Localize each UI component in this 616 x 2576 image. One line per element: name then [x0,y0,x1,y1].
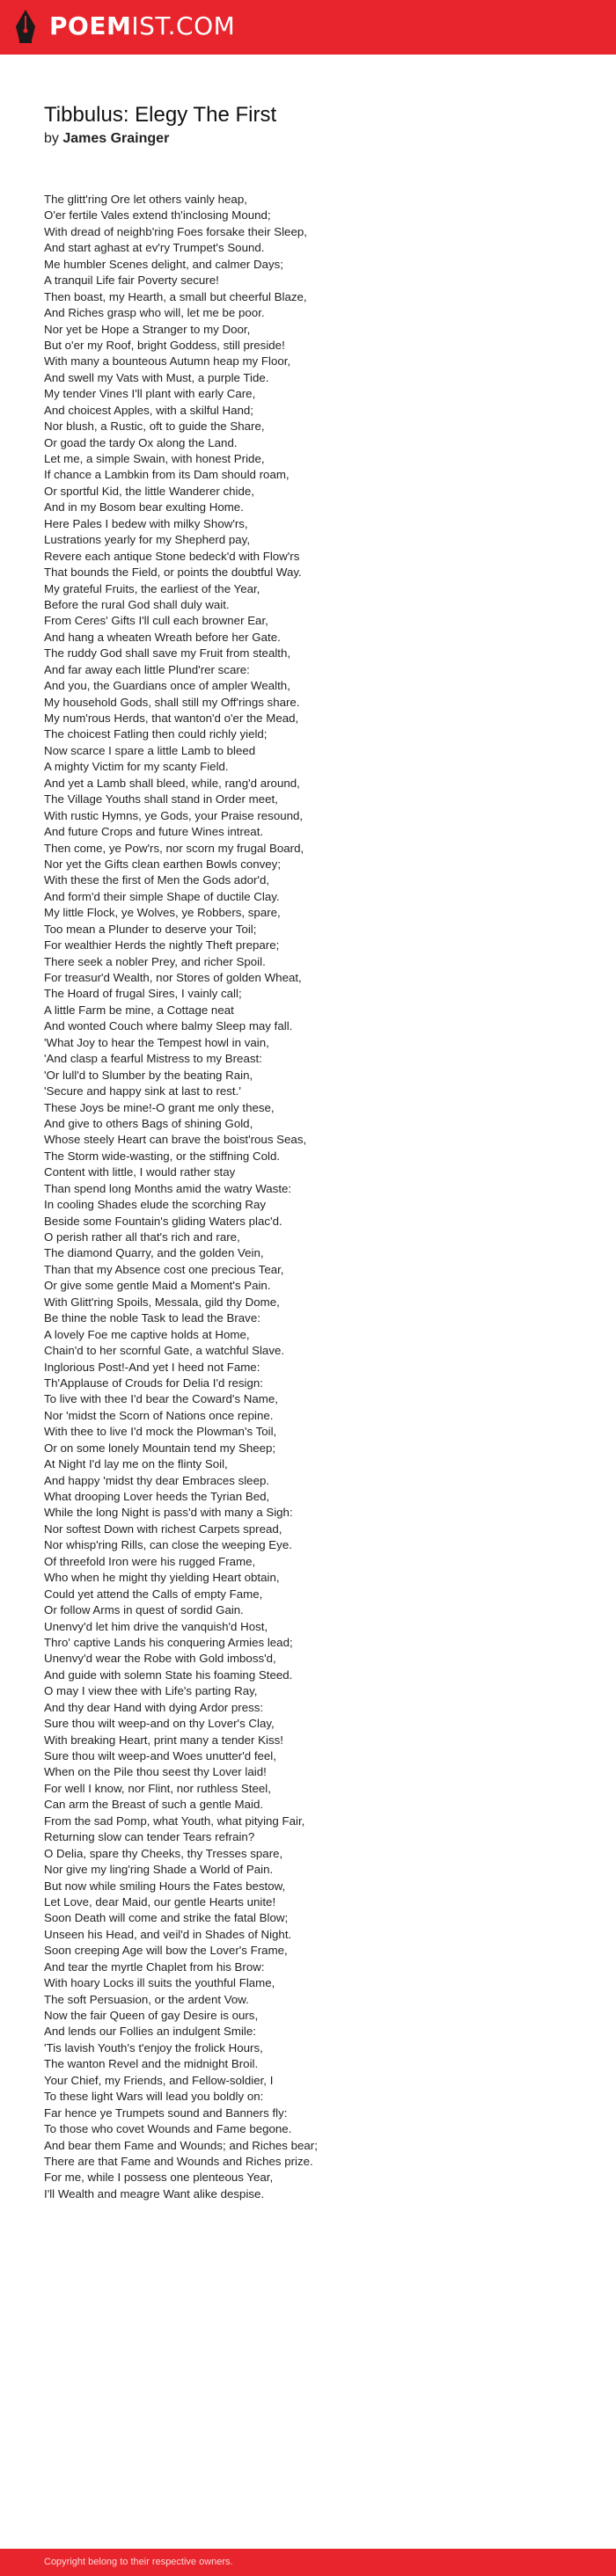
poem-line: To those who covet Wounds and Fame begone. [44,2122,292,2136]
poem-line: Could yet attend the Calls of empty Fame, [44,1587,263,1601]
poem-line: But now while smiling Hours the Fates bestow, [44,1879,286,1893]
poem-line: My little Flock, ye Wolves, ye Robbers, spare, [44,906,281,920]
poem-line: Chain'd to her scornful Gate, a watchful Slave. [44,1344,285,1358]
poem-line: Nor give my ling'ring Shade a World of Pain. [44,1863,274,1877]
poem-line: A tranquil Life fair Poverty secure! [44,274,219,288]
site-logo[interactable] [14,9,235,44]
poem-line: Or sportful Kid, the little Wanderer chide, [44,484,254,498]
poem-line: And start aghast at ev'ry Trumpet's Sound. [44,241,265,255]
poem-line: The Hoard of frugal Sires, I vainly call; [44,987,242,1001]
poem-line: And wonted Couch where balmy Sleep may fall. [44,1019,293,1033]
poem-line: Now the fair Queen of gay Desire is ours, [44,2009,259,2022]
poem-line: And form'd their simple Shape of ductile Clay. [44,889,280,903]
poem-line: And thy dear Hand with dying Ardor press: [44,1700,264,1714]
poem-line: Unenvy'd wear the Robe with Gold imboss'd, [44,1652,276,1666]
poem-line: Who when he might thy yielding Heart obtain, [44,1571,280,1585]
poem-line: My tender Vines I'll plant with early Care, [44,387,256,401]
poem-line: And give to others Bags of shining Gold, [44,1116,253,1130]
poem-line: Nor yet the Gifts clean earthen Bowls convey; [44,857,282,871]
byline [44,130,169,148]
poem-line: Inglorious Post!-And yet I heed not Fame: [44,1360,260,1374]
poem-line: With these the first of Men the Gods ador'd, [44,873,270,887]
logo-wordmark-bold: POEM [49,11,132,40]
poem-line: And hang a wheaten Wreath before her Gate. [44,630,281,644]
poem-line: There are that Fame and Wounds and Riches prize. [44,2154,313,2168]
poem-line: Or on some lonely Mountain tend my Sheep; [44,1441,276,1455]
poem-line: Content with little, I would rather stay [44,1165,236,1179]
poem-line: Or give some gentle Maid a Moment's Pain. [44,1279,271,1293]
poem-line: A mighty Victim for my scanty Field. [44,760,229,774]
poem-line: For well I know, nor Flint, nor ruthless Steel, [44,1781,271,1795]
poem-line: The soft Persuasion, or the ardent Vow. [44,1992,249,2006]
poem-line: Too mean a Plunder to deserve your Toil; [44,922,257,936]
logo-wordmark [49,9,235,44]
poem-line: O Delia, spare thy Cheeks, thy Tresses spare, [44,1846,283,1860]
poem-line: And you, the Guardians once of ampler Wealth, [44,679,290,693]
poem-line: I'll Wealth and meagre Want alike despise. [44,2186,265,2200]
poem-line: 'Or lull'd to Slumber by the beating Rain, [44,1068,253,1082]
poem-line: With Glitt'ring Spoils, Messala, gild thy Dome, [44,1295,280,1309]
poem-line: Then come, ye Pow'rs, nor scorn my frugal Board, [44,841,304,855]
poem-line: Or follow Arms in quest of sordid Gain. [44,1603,244,1617]
poem-line: And choicest Apples, with a skilful Hand; [44,403,253,417]
poem-line: To live with thee I'd bear the Coward's Name, [44,1392,278,1406]
poem-title: Tibbulus: Elegy The First [44,103,277,127]
poem-line: In cooling Shades elude the scorching Ray [44,1198,267,1212]
poem-line: And far away each little Plund'rer scare: [44,662,250,676]
poem-line: Unseen his Head, and veil'd in Shades of Night. [44,1927,292,1941]
poem-line: And swell my Vats with Must, a purple Tide. [44,370,269,384]
poem-line: Let Love, dear Maid, our gentle Hearts unite! [44,1894,276,1908]
poem-line: 'Secure and happy sink at last to rest.' [44,1084,241,1098]
poem-line: And future Crops and future Wines intreat. [44,825,264,839]
pen-nib-icon [14,9,37,44]
poem-line: And lends our Follies an indulgent Smile: [44,2025,256,2039]
author-name[interactable]: James Grainger [62,131,170,146]
poem-line: Soon Death will come and strike the fatal Blow; [44,1911,289,1925]
poem-line: When on the Pile thou seest thy Lover laid! [44,1765,267,1779]
poem-line: Or goad the tardy Ox along the Land. [44,435,238,449]
poem-line: To these light Wars will lead you boldly on: [44,2090,264,2104]
poem-line: Your Chief, my Friends, and Fellow-soldier, I [44,2073,274,2087]
poem-line: Nor 'midst the Scorn of Nations once repine. [44,1408,274,1422]
poem-line: Can arm the Breast of such a gentle Maid. [44,1798,264,1812]
poem-line: Beside some Fountain's gliding Waters plac'd. [44,1214,282,1228]
poem-line: With breaking Heart, print many a tender Kiss! [44,1733,283,1747]
poem-line: The wanton Revel and the midnight Broil. [44,2057,259,2071]
copyright-text: Copyright belong to their respective owners. [44,2557,233,2567]
poem-line: Sure thou wilt weep-and Woes unutter'd feel, [44,1749,276,1762]
poem-line: And Riches grasp who will, let me be poor. [44,306,265,320]
poem-body [44,192,590,2202]
poem-line: The Village Youths shall stand in Order meet, [44,792,278,806]
poem-line: Than that my Absence cost one precious Tear, [44,1262,284,1276]
poem-line: Th'Applause of Crouds for Delia I'd resign: [44,1376,263,1390]
poem-line: For me, while I possess one plenteous Year, [44,2171,274,2185]
poem-line: Thro' captive Lands his conquering Armies lead; [44,1635,293,1649]
poem-line: With many a bounteous Autumn heap my Floor, [44,354,291,369]
poem-line: But o'er my Roof, bright Goddess, still preside! [44,338,285,352]
poem-line: And happy 'midst thy dear Embraces sleep. [44,1473,270,1487]
poem-line: Whose steely Heart can brave the boist'rous Seas, [44,1133,307,1147]
poem-line: There seek a nobler Prey, and richer Spoil. [44,954,266,968]
poem-line: My household Gods, shall still my Off'rings share. [44,695,300,709]
poem-line: With hoary Locks ill suits the youthful Flame, [44,1976,275,1990]
poem-line: These Joys be mine!-O grant me only these, [44,1100,275,1114]
poem-line: Soon creeping Age will bow the Lover's Frame, [44,1944,288,1958]
site-footer [0,2549,616,2576]
site-header [0,0,616,55]
poem-line: Nor softest Down with richest Carpets spread, [44,1522,282,1536]
poem-line: With dread of neighb'ring Foes forsake their Sleep, [44,224,307,238]
poem-line: The diamond Quarry, and the golden Vein, [44,1246,264,1260]
poem-line: Me humbler Scenes delight, and calmer Days; [44,257,283,271]
poem-line: Nor whisp'ring Rills, can close the weeping Eye. [44,1538,292,1552]
poem-line: A lovely Foe me captive holds at Home, [44,1327,250,1341]
poem-line: At Night I'd lay me on the flinty Soil, [44,1457,228,1471]
poem-line: And in my Bosom bear exulting Home. [44,500,244,514]
poem-line: My num'rous Herds, that wanton'd o'er the Mead, [44,712,299,725]
poem-line: Be thine the noble Task to lead the Brave: [44,1311,260,1325]
poem-line: Let me, a simple Swain, with honest Pride, [44,452,265,465]
poem-line: If chance a Lambkin from its Dam should roam, [44,468,290,482]
poem-line: From the sad Pomp, what Youth, what pitying Fair, [44,1813,305,1828]
poem-line: Returning slow can tender Tears refrain? [44,1830,255,1844]
poem-line: The ruddy God shall save my Fruit from stealth, [44,646,291,660]
poem-line: With thee to live I'd mock the Plowman's Toil, [44,1425,277,1439]
poem-line: Of threefold Iron were his rugged Frame, [44,1554,256,1568]
poem-line: Nor yet be Hope a Stranger to my Door, [44,322,251,336]
poem-line: 'Tis lavish Youth's t'enjoy the frolick Hours, [44,2040,263,2054]
poem-line: Unenvy'd let him drive the vanquish'd Host, [44,1619,268,1633]
poem-line: Nor blush, a Rustic, oft to guide the Share, [44,420,265,434]
poem-line: Lustrations yearly for my Shepherd pay, [44,533,251,547]
poem-line: And yet a Lamb shall bleed, while, rang'd around, [44,776,300,790]
poem-line: Sure thou wilt weep-and on thy Lover's Clay, [44,1717,275,1731]
poem-line: O'er fertile Vales extend th'inclosing Mound; [44,208,271,223]
poem-line: And tear the myrtle Chaplet from his Brow: [44,1959,265,1974]
poem-line: Revere each antique Stone bedeck'd with Flow'rs [44,549,300,563]
poem-line: A little Farm be mine, a Cottage neat [44,1003,234,1017]
poem-line: For treasur'd Wealth, nor Stores of golden Wheat, [44,971,302,984]
poem-line: O perish rather all that's rich and rare, [44,1230,240,1244]
poem-line: The glitt'ring Ore let others vainly heap, [44,193,247,206]
poem-line: The choicest Fatling then could richly yield; [44,727,268,741]
poem-line: My grateful Fruits, the earliest of the Year, [44,581,260,595]
poem-line: And bear them Fame and Wounds; and Riches bear; [44,2138,318,2152]
byline-prefix: by [44,131,63,146]
poem-line: 'And clasp a fearful Mistress to my Breast: [44,1052,262,1066]
poem-line: Here Pales I bedew with milky Show'rs, [44,516,248,530]
poem-line: 'What Joy to hear the Tempest howl in vain, [44,1035,269,1049]
poem-line: And guide with solemn State his foaming Steed. [44,1667,293,1682]
poem-line: For wealthier Herds the nightly Theft prepare; [44,938,280,952]
poem-line: O may I view thee with Life's parting Ray, [44,1684,258,1698]
poem-line: Now scarce I spare a little Lamb to bleed [44,743,256,757]
poem-line: Far hence ye Trumpets sound and Banners fly: [44,2105,288,2120]
logo-wordmark-light: IST.COM [131,11,236,40]
poem-line: Before the rural God shall duly wait. [44,597,230,611]
poem-line: The Storm wide-wasting, or the stiffning Cold. [44,1149,281,1163]
poem-line: While the long Night is pass'd with many a Sigh: [44,1506,293,1520]
poem-line: Then boast, my Hearth, a small but cheerful Blaze, [44,289,307,303]
poem-line: That bounds the Field, or points the doubtful Way. [44,566,302,580]
poem-line: From Ceres' Gifts I'll cull each browner Ear, [44,614,268,628]
poem-line: With rustic Hymns, ye Gods, your Praise resound, [44,808,304,822]
poem-line: What drooping Lover heeds the Tyrian Bed, [44,1490,270,1503]
poem-line: Than spend long Months amid the watry Waste: [44,1181,292,1195]
